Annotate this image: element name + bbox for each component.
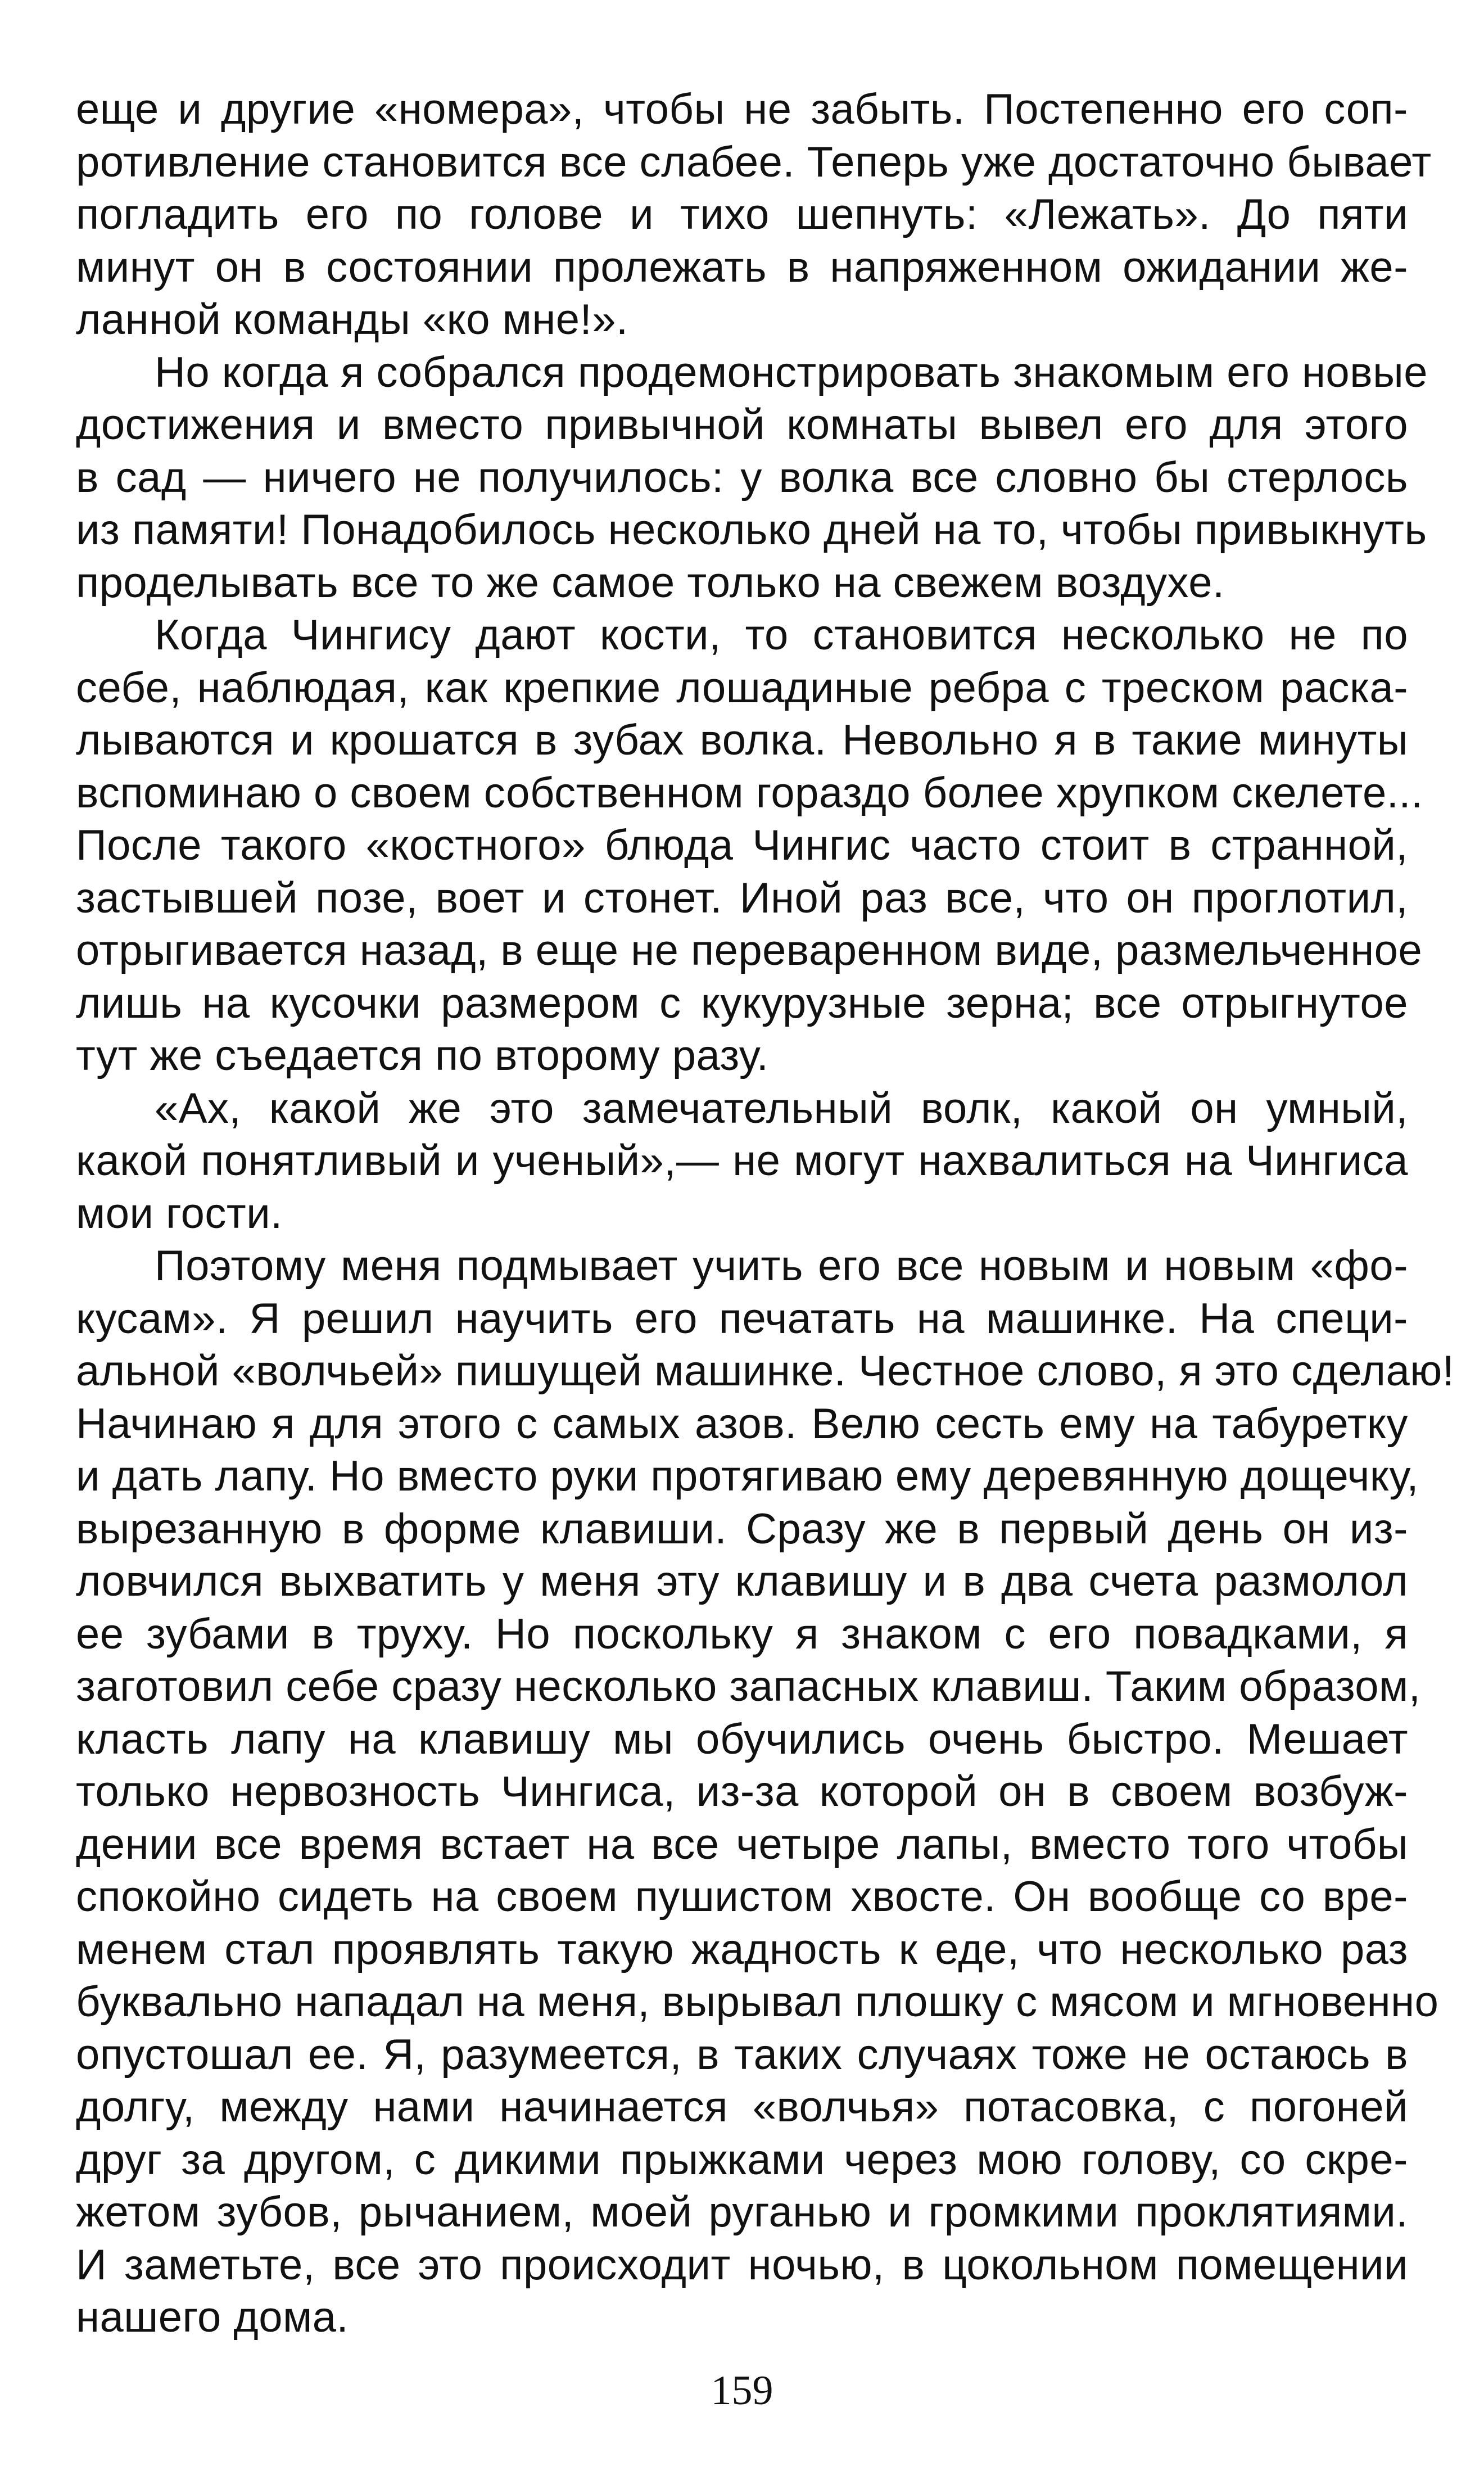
paragraph [76,1240,1455,2344]
text-line: мои гости. [76,1189,283,1238]
text-line: лываются и крошатся в зубах волка. Невольно я в такие минуты [76,716,1408,764]
text-line: спокойно сидеть на своем пушистом хвосте. Он вообще со вре- [76,1873,1408,1921]
text-line: менем стал проявлять такую жадность к еде, что несколько раз [76,1925,1408,1973]
text-line: дении все время встает на все четыре лапы, вместо того чтобы [76,1820,1408,1868]
text-line: Поэтому меня подмывает учить его все новым и новым «фо- [155,1242,1408,1290]
paragraph [76,346,1428,609]
paragraph [76,609,1423,1082]
text-line: ловчился выхватить у меня эту клавишу и в два счета размолол [76,1557,1408,1605]
text-line: достижения и вместо привычной комнаты вывел его для этого [76,401,1408,449]
body-text [76,83,1455,2344]
text-line: И заметьте, все это происходит ночью, в цокольном помещении [76,2241,1408,2289]
text-line: друг за другом, с дикими прыжками через мою голову, со скре- [76,2135,1408,2184]
text-line: какой понятливый и ученый»,— не могут нахвалиться на Чингиса [76,1137,1408,1185]
text-line: погладить его по голове и тихо шепнуть: «Лежать». До пяти [76,191,1408,238]
text-line: буквально нападал на меня, вырывал плошку с мясом и мгновенно [76,1978,1439,2026]
text-line: проделывать все то же самое только на свежем воздухе. [76,558,1225,607]
text-line: заготовил себе сразу несколько запасных клавиш. Таким образом, [76,1663,1421,1710]
text-line: отрыгивается назад, в еще не переваренном виде, размельченное [76,927,1423,974]
text-line: Но когда я собрался продемонстрировать знакомым его новые [155,348,1428,396]
text-line: еще и другие «номера», чтобы не забыть. Постепенно его соп- [76,85,1408,133]
text-line: минут он в состоянии пролежать в напряженном ожидании же- [76,243,1408,291]
text-line: кусам». Я решил научить его печатать на машинке. На специ- [76,1294,1408,1343]
text-line: только нервозность Чингиса, из-за которой он в своем возбуж- [76,1768,1408,1815]
text-line: Начинаю я для этого с самых азов. Велю сесть ему на табуретку [76,1399,1408,1448]
text-line: застывшей позе, воет и стонет. Иной раз все, что он проглотил, [76,874,1408,922]
text-line: лишь на кусочки размером с кукурузные зерна; все отрыгнутое [76,979,1408,1027]
text-line: тут же съедается по второму разу. [76,1032,769,1080]
text-line: из памяти! Понадобилось несколько дней на то, чтобы привыкнуть [76,506,1427,554]
text-line: нашего дома. [76,2293,349,2341]
text-line: долгу, между нами начинается «волчья» потасовка, с погоней [76,2083,1408,2131]
text-line: и дать лапу. Но вместо руки протягиваю ему деревянную дощечку, [76,1452,1419,1500]
text-line: в сад — ничего не получилось: у волка все словно бы стерлось [76,453,1408,502]
text-line: «Ах, какой же это замечательный волк, какой он умный, [155,1084,1408,1132]
text-line: вспоминаю о своем собственном гораздо более хрупком скелете... [76,769,1423,817]
text-line: вырезанную в форме клавиши. Сразу же в первый день он из- [76,1505,1408,1553]
paragraph [76,1082,1408,1240]
text-line: ее зубами в труху. Но поскольку я знаком с его повадками, я [76,1610,1408,1658]
text-line: себе, наблюдая, как крепкие лошадиные ребра с треском раска- [76,663,1408,712]
text-line: Когда Чингису дают кости, то становится несколько не по [155,611,1408,659]
text-line: ротивление становится все слабее. Теперь уже достаточно бывает [76,138,1432,186]
text-line: ланной команды «ко мне!». [76,296,628,344]
text-line: класть лапу на клавишу мы обучились очень быстро. Мешает [76,1715,1408,1763]
text-line: После такого «костного» блюда Чингис часто стоит в странной, [76,821,1408,869]
text-line: жетом зубов, рычанием, моей руганью и громкими проклятиями. [76,2188,1408,2236]
paragraph [76,83,1432,346]
text-line: альной «волчьей» пишущей машинке. Честное слово, я это сделаю! [76,1347,1455,1395]
text-line: опустошал ее. Я, разумеется, в таких случаях тоже не остаюсь в [76,2030,1408,2079]
page-number: 159 [711,2368,773,2414]
